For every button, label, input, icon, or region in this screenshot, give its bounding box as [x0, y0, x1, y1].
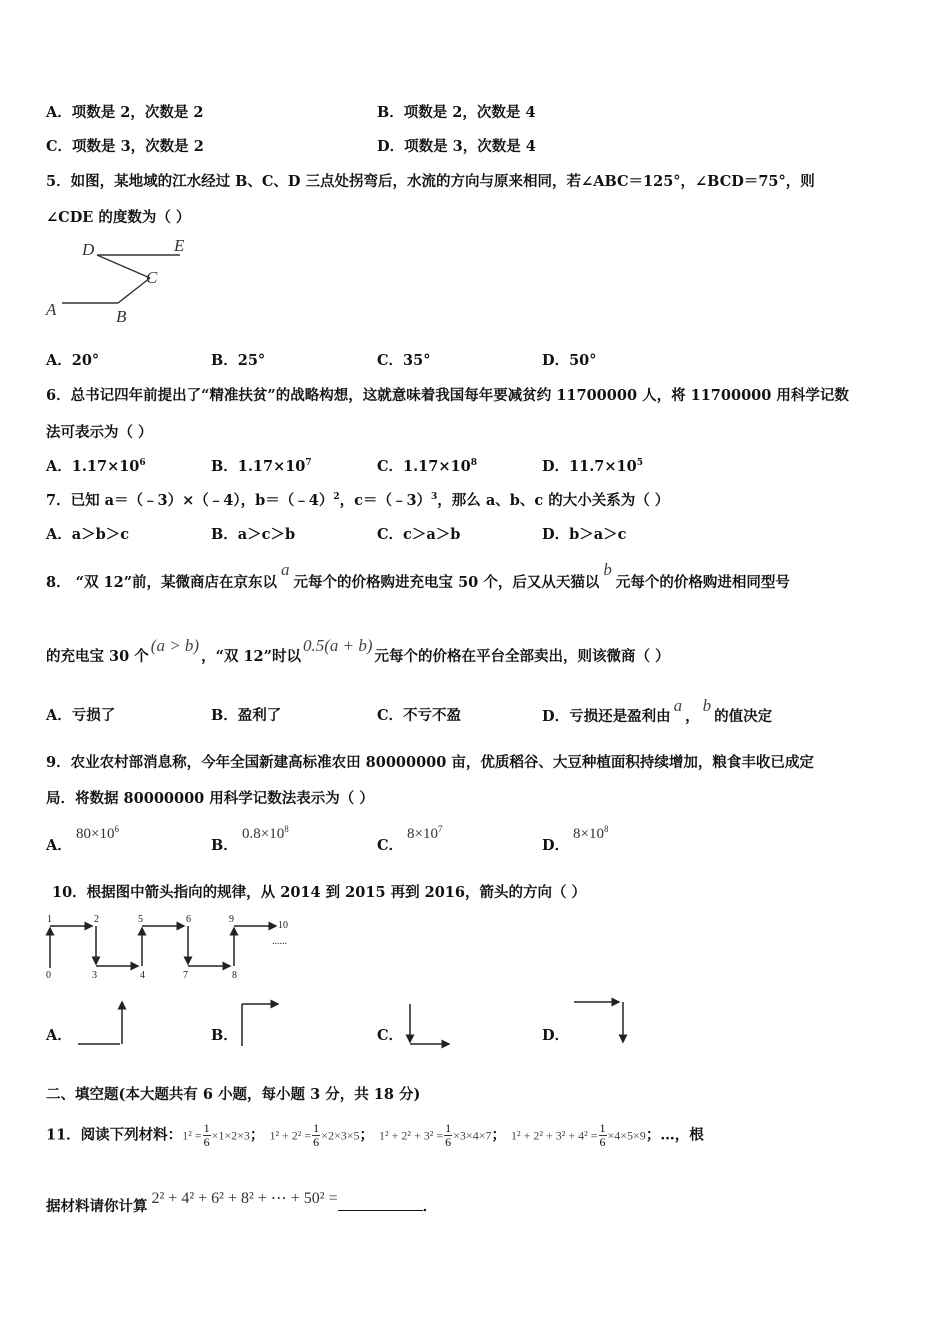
q6-option-a: A．$1.17\times 10^6$: [46, 458, 146, 475]
q10-option-b-arrows: [238, 996, 284, 1050]
q5-river-diagram: [40, 235, 200, 330]
fraction: $\frac{1}{6}$: [445, 1121, 452, 1149]
q7-option-a: A．a＞b＞c: [46, 526, 130, 543]
seq-5: 5: [138, 914, 143, 925]
seq-4: 4: [140, 970, 145, 981]
seq-6: 6: [186, 914, 191, 925]
q9-option-a-label: A．: [46, 837, 72, 854]
seq-8: 8: [232, 970, 237, 981]
q4-option-b: B．项数是 2，次数是 4: [377, 104, 536, 121]
label-b: B: [116, 307, 127, 326]
q10-arrow-pattern: [44, 912, 294, 980]
seq-10: 10: [278, 920, 288, 931]
q9-stem-line2: 局．将数据 80000000 用科学记数法表示为（ ）: [46, 790, 374, 807]
q7-option-d: D．b＞a＞c: [542, 526, 627, 543]
q9-option-d-label: D．: [542, 837, 570, 854]
q9-option-b-value: $0.8\times 10^8$: [242, 824, 289, 842]
q5-option-a: A．20°: [46, 352, 100, 369]
q10-option-d-label: D．: [542, 1027, 570, 1044]
q6-stem-line2: 法可表示为（ ）: [46, 424, 153, 441]
q5-option-d: D．50°: [542, 352, 597, 369]
seq-7: 7: [183, 970, 188, 981]
q6-option-d: D．$11.7\times 10^5$: [542, 458, 643, 475]
q10-option-c-label: C．: [377, 1027, 404, 1044]
seq-2: 2: [94, 914, 99, 925]
q8-option-c: C．不亏不盈: [377, 707, 462, 724]
q8-option-d: D．亏损还是盈利由a，b的值决定: [542, 696, 773, 725]
q5-stem-line2: ∠CDE 的度数为（ ）: [46, 209, 191, 226]
q7-stem: 7．已知 a＝（﹣3）×（﹣4），b＝（﹣4）$^2$，c＝（﹣3）$^3$，那么 a、b、c 的大小关系为（ ）: [46, 492, 670, 509]
label-a: A: [46, 300, 57, 319]
q10-option-b-label: B．: [211, 1027, 238, 1044]
fraction: $\frac{1}{6}$: [599, 1121, 606, 1149]
q9-option-c-label: C．: [377, 837, 404, 854]
q7-option-b: B．a＞c＞b: [211, 526, 296, 543]
answer-blank[interactable]: [338, 1196, 423, 1211]
q9-option-a-value: $80\times 10^6$: [76, 824, 119, 842]
q8-option-b: B．盈利了: [211, 707, 282, 724]
q10-stem: 10．根据图中箭头指向的规律，从 2014 到 2015 再到 2016，箭头的方向（ ）: [52, 884, 587, 901]
q5-option-c: C．35°: [377, 352, 431, 369]
label-c: C: [146, 268, 158, 287]
label-e: E: [174, 236, 185, 255]
seq-9: 9: [229, 914, 234, 925]
q4-option-a: A．项数是 2，次数是 2: [46, 104, 204, 121]
q11-line1: 11．阅读下列材料：1² = $\frac{1}{6}$ ×1×2×3； 1² + 2² = $\frac{1}{6}$ ×2×3×5； 1² + 2² + 3² = $\frac{1}{6}$ ×3×4×7； 1² + 2² + 3² + 4² = $\frac{1}{6}$ ×4×5×9；…，根: [46, 1121, 704, 1149]
section2-heading: 二、填空题(本大题共有 6 小题，每小题 3 分，共 18 分): [46, 1086, 421, 1103]
seq-3: 3: [92, 970, 97, 981]
q9-stem-line1: 9．农业农村部消息称，今年全国新建高标准农田 80000000 亩，优质稻谷、大豆种植面积持续增加，粮食丰收已成定: [46, 754, 814, 771]
q4-option-d: D．项数是 3，次数是 4: [377, 138, 536, 155]
q9-option-b-label: B．: [211, 837, 238, 854]
label-d: D: [82, 240, 95, 259]
q11-line2: 据材料请你计算 2² + 4² + 6² + 8² + ⋯ + 50² = ．: [46, 1190, 438, 1215]
q4-option-c: C．项数是 3，次数是 2: [46, 138, 204, 155]
seq-1: 1: [47, 914, 52, 925]
q10-option-d-arrows: [571, 996, 629, 1050]
q10-option-a-arrows: [76, 996, 128, 1050]
seq-dots: ......: [272, 936, 287, 947]
fraction: $\frac{1}{6}$: [313, 1121, 320, 1149]
segment-dc: [97, 255, 150, 278]
fraction: $\frac{1}{6}$: [203, 1121, 210, 1149]
q5-stem-line1: 5．如图，某地域的江水经过 B、C、D 三点处拐弯后，水流的方向与原来相同，若∠ABC＝125°，∠BCD＝75°，则: [46, 173, 815, 190]
q8-stem-line2: 的充电宝 30 个(a > b)，“双 12”时以0.5(a + b)元每个的价格在平台全部卖出，则该微商（ ）: [46, 636, 670, 665]
q6-option-c: C．$1.17\times 10^8$: [377, 458, 477, 475]
q6-option-b: B．$1.17\times 10^7$: [211, 458, 312, 475]
q9-option-c-value: $8\times 10^7$: [407, 824, 443, 842]
q8-stem-line1: 8． “双 12”前，某微商店在京东以a元每个的价格购进充电宝 50 个，后又从天猫以b元每个的价格购进相同型号: [46, 560, 790, 591]
q9-option-d-value: $8\times 10^8$: [573, 824, 609, 842]
q10-option-a-label: A．: [46, 1027, 72, 1044]
q7-option-c: C．c＞a＞b: [377, 526, 461, 543]
q10-option-c-arrows: [405, 1000, 455, 1050]
q6-stem-line1: 6．总书记四年前提出了“精准扶贫”的战略构想，这就意味着我国每年要减贫约 11700000 人，将 11700000 用科学记数: [46, 387, 849, 404]
q5-option-b: B．25°: [211, 352, 266, 369]
q8-option-a: A．亏损了: [46, 707, 116, 724]
seq-0: 0: [46, 970, 51, 981]
